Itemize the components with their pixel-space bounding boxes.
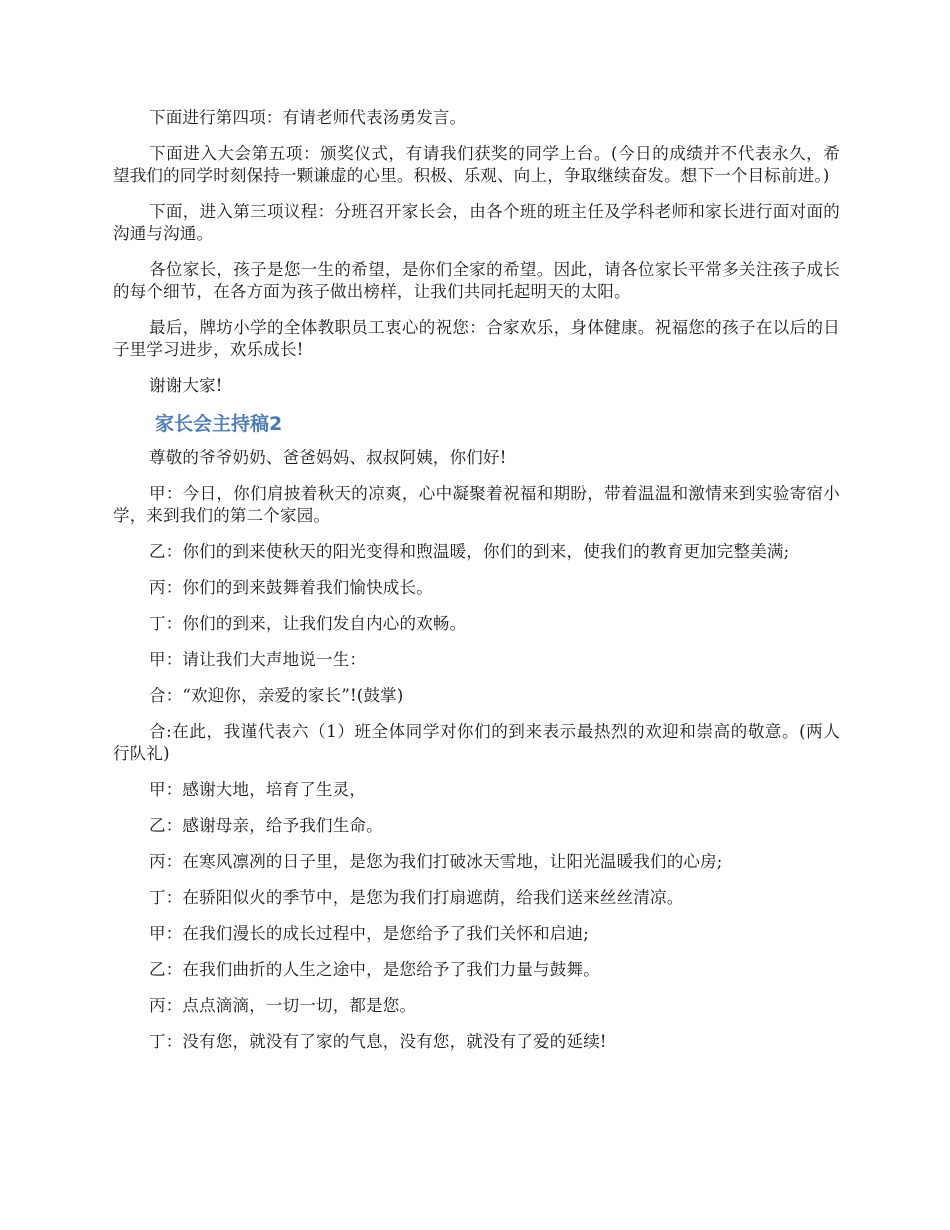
paragraph: 丙：点点滴滴，一切一切，都是您。 [149, 996, 417, 1015]
paragraph: 丙：在寒风凛冽的日子里，是您为我们打破冰天雪地，让阳光温暖我们的心房; [149, 852, 723, 871]
paragraph: 丁：在骄阳似火的季节中，是您为我们打扇遮荫，给我们送来丝丝清凉。 [149, 888, 684, 907]
paragraph: 乙：你们的到来使秋天的阳光变得和煦温暖，你们的到来，使我们的教育更加完整美满; [149, 542, 790, 561]
section-heading: 家长会主持稿2 [155, 413, 283, 435]
document-page [113, 107, 840, 1067]
paragraph: 合:在此，我谨代表六（1）班全体同学对你们的到来表示最热烈的欢迎和崇高的敬意。(两人行队礼) [113, 722, 840, 763]
paragraph: 最后，牌坊小学的全体教职员工衷心的祝您：合家欢乐，身体健康。祝福您的孩子在以后的日子里学习进步，欢乐成长! [113, 318, 840, 359]
paragraph: 甲：今日，你们肩披着秋天的凉爽，心中凝聚着祝福和期盼，带着温温和激情来到实验寄宿小学，来到我们的第二个家园。 [113, 484, 840, 525]
paragraph: 各位家长，孩子是您一生的希望，是你们全家的希望。因此，请各位家长平常多关注孩子成长的每个细节，在各方面为孩子做出榜样，让我们共同托起明天的太阳。 [113, 260, 840, 301]
paragraph: 丁：你们的到来，让我们发自内心的欢畅。 [149, 614, 467, 633]
paragraph: 下面进行第四项：有请老师代表汤勇发言。 [149, 108, 467, 127]
paragraph: 乙：在我们曲折的人生之途中，是您给予了我们力量与鼓舞。 [149, 960, 600, 979]
paragraph: 下面，进入第三项议程：分班召开家长会，由各个班的班主任及学科老师和家长进行面对面的沟通与沟通。 [113, 202, 840, 243]
paragraph: 丁：没有您，就没有了家的气息，没有您，就没有了爱的延续! [149, 1032, 607, 1051]
paragraph: 谢谢大家! [149, 376, 223, 395]
paragraph: 甲：请让我们大声地说一生： [149, 650, 367, 669]
paragraph: 合：“欢迎你，亲爱的家长”!(鼓掌) [149, 686, 404, 705]
paragraph: 乙：感谢母亲，给予我们生命。 [149, 816, 383, 835]
paragraph: 尊敬的爷爷奶奶、爸爸妈妈、叔叔阿姨，你们好! [149, 448, 507, 467]
paragraph: 丙：你们的到来鼓舞着我们愉快成长。 [149, 578, 433, 597]
paragraph: 下面进入大会第五项：颁奖仪式，有请我们获奖的同学上台。(今日的成绩并不代表永久，希望我们的同学时刻保持一颗谦虚的心里。积极、乐观、向上，争取继续奋发。想下一个目标前进。) [113, 144, 840, 185]
paragraph: 甲：在我们漫长的成长过程中，是您给予了我们关怀和启迪; [149, 924, 589, 943]
paragraph: 甲：感谢大地，培育了生灵， [149, 780, 367, 799]
